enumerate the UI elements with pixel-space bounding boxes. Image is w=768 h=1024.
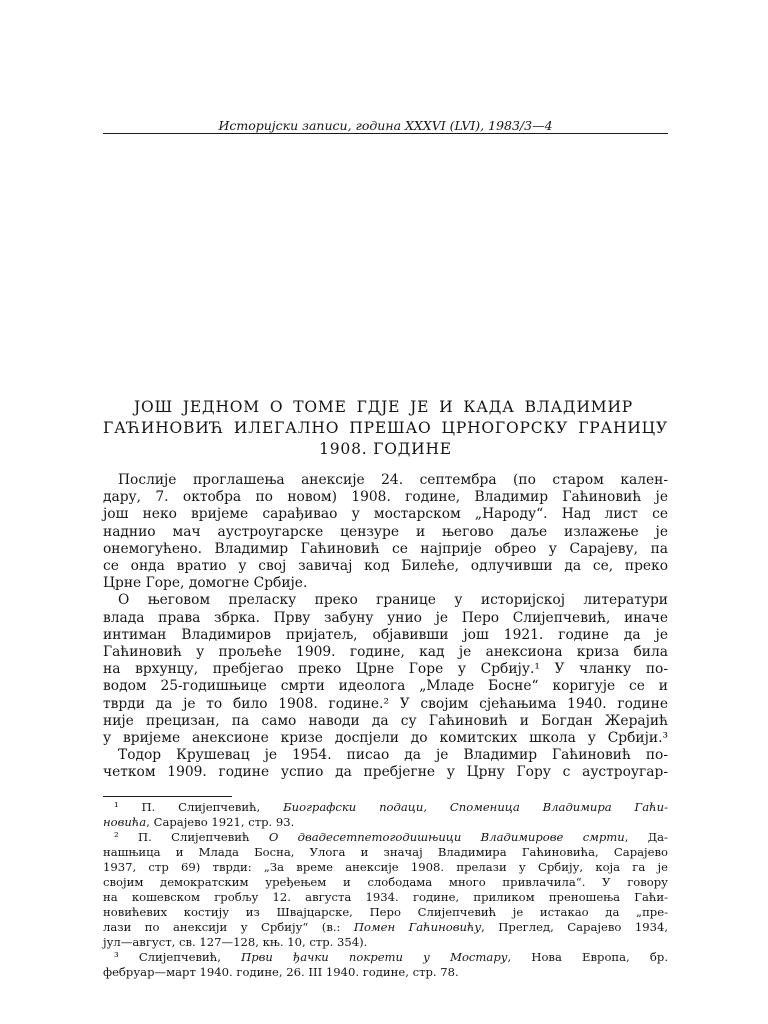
footnote-text: , Да-	[624, 830, 668, 844]
paragraph	[103, 472, 668, 592]
body-line: дару, 7. октобра по новом) 1908. године, Владимир Гаћиновић је	[103, 489, 668, 506]
footnote-line	[103, 935, 668, 950]
body-line: се онда вратио у свој завичај код Билеће, одлучивши да се, преко	[103, 558, 668, 575]
footnote-text: , Преглед, Сарајево 1934,	[481, 920, 669, 934]
title-line: ГАЋИНОВИЋ ИЛЕГАЛНО ПРЕШАО ЦРНОГОРСКУ ГРАНИЦУ	[103, 419, 668, 437]
paragraph	[103, 747, 668, 781]
body-line: онемогућено. Владимир Гаћиновић се најприје обрео у Сарајеву, па	[103, 540, 668, 557]
article-title	[103, 397, 668, 460]
footnote-line	[103, 860, 668, 875]
footnote-cited-title: новића	[103, 815, 147, 829]
footnote-text: ³ Слијепчевић,	[114, 950, 242, 964]
body-line: водом 25-годишњице смрти идеолога „Младе Босне“ коригује се и	[103, 678, 668, 695]
title-line: ЈОШ ЈЕДНОМ О ТОМЕ ГДЈЕ ЈЕ И КАДА ВЛАДИМИР	[134, 398, 633, 416]
footnote-line	[103, 950, 668, 965]
body-line: наднио мач аустроугарске цензуре и његово даље излажење је	[103, 523, 668, 540]
body-line: Тодор Крушевац је 1954. писао да је Владимир Гаћиновић по-	[118, 747, 668, 764]
footnote-text: на кошевском гробљу 12. августа 1934. године, приликом преношења Гаћи-	[103, 890, 668, 904]
footnote-text: ¹ П. Слијепчевић,	[114, 800, 284, 814]
footnote-text: својим демократским уређењем и слободама много привлачила“. У говору	[103, 875, 668, 889]
footnote-line	[103, 890, 668, 905]
footnote	[103, 830, 668, 950]
footnote	[103, 950, 668, 980]
footnote-text: лази по анексији у Србију“ (в.:	[103, 920, 354, 934]
footnote-text: , Сарајево 1921, стр. 93.	[146, 815, 295, 829]
body-line: Црне Горе, домогне Србије.	[103, 575, 308, 592]
article-body	[103, 472, 668, 782]
footnote-line	[103, 965, 668, 980]
footnote	[103, 800, 668, 830]
footnote-text: 1937, стр 69) тврди: „За време анексије 1908. прелази у Србију, која га је	[103, 860, 668, 874]
footnote-line	[103, 845, 668, 860]
footnote-cited-title: О двадесетпетогодишњици Владимирове смрти	[268, 830, 625, 844]
footnote-line	[103, 800, 668, 815]
body-line: О његовом преласку преко границе у историјској литератури	[118, 592, 668, 609]
body-line: није прецизан, па само наводи да су Гаћиновић и Богдан Жерајић	[103, 712, 668, 729]
running-header: Историјски записи, година XXXVI (LVI), 1983/3—4	[218, 118, 553, 133]
footnote-line	[103, 905, 668, 920]
body-line: тврди да је то било 1908. године.² У својим сјећањима 1940. године	[103, 695, 668, 712]
footnote-rule	[103, 796, 232, 797]
body-line: интиман Владимиров пријатељ, објавивши још 1921. године да је	[103, 626, 668, 643]
footnote-text: , Нова Европа, бр.	[507, 950, 669, 964]
footnote-line	[103, 815, 668, 830]
header-rule	[103, 133, 668, 134]
body-line: влада права збрка. Прву забуну унио је Перо Слијепчевић, иначе	[103, 609, 668, 626]
body-line: на врхунцу, пребјегао преко Црне Горе у Србију.¹ У чланку по-	[103, 661, 668, 678]
footnote-text: ² П. Слијепчевић	[114, 830, 269, 844]
footnote-text: јул—август, св. 127—128, књ. 10, стр. 354).	[103, 935, 368, 949]
body-line: још неко вријеме сарађивао у мостарском „Народу“. Над лист се	[103, 506, 668, 523]
title-line: 1908. ГОДИНЕ	[319, 440, 452, 458]
footnote-cited-title: Први ђачки покрети у Мостару	[241, 950, 508, 964]
footnotes	[103, 800, 668, 980]
footnote-line	[103, 875, 668, 890]
footnote-text: новићевих костију из Швајцарске, Перо Слијепчевић је истакао да „пре-	[103, 905, 668, 919]
body-line: у вријеме анексионе кризе доспјели до комитских школа у Србији.³	[103, 730, 668, 747]
body-line: Послије проглашења анексије 24. септембра (по старом кален-	[118, 472, 668, 488]
footnote-line	[103, 920, 668, 935]
footnote-text: фебруар—март 1940. године, 26. III 1940. године, стр. 78.	[103, 965, 459, 979]
footnote-text: нашњица и Млада Босна, Улога и значај Владимира Гаћиновића, Сарајево	[103, 845, 668, 859]
footnote-cited-title: Биографски подаци, Споменица Владимира Гаћи-	[283, 800, 668, 814]
footnote-line	[103, 830, 668, 845]
body-line: Гаћиновић у прољеће 1909. године, кад је анексиона криза била	[103, 644, 668, 661]
paragraph	[103, 592, 668, 747]
footnote-cited-title: Помен Гаћиновићу	[353, 920, 482, 934]
body-line: четком 1909. године успио да пребјегне у Црну Гору с аустроугар-	[103, 764, 668, 781]
